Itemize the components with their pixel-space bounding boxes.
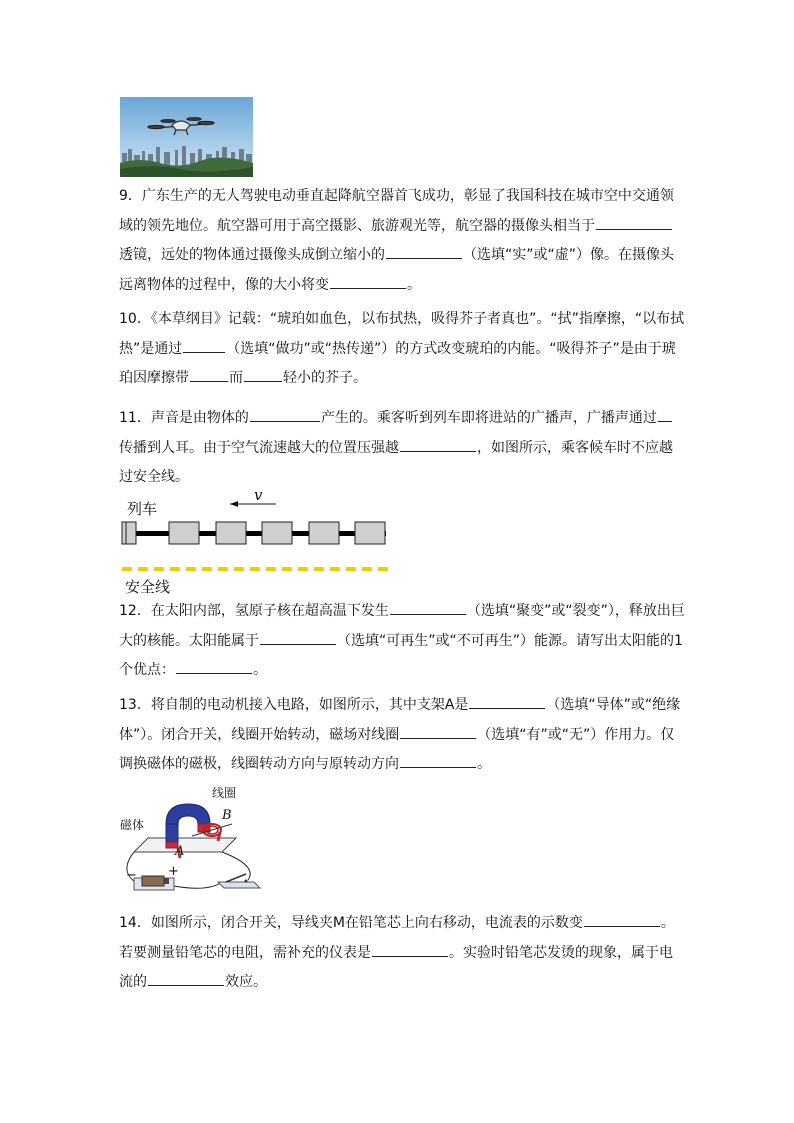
magnet-label: 磁体 [120, 818, 145, 832]
q13-text-mid1: （选填“导体”或“绝缘体”）。闭合开关，线圈开始转动，磁场对线圈 [119, 697, 681, 743]
safety-line-label: 安全线 [125, 578, 171, 596]
q11-blank-3[interactable] [400, 437, 476, 452]
q10-blank-1[interactable] [183, 338, 225, 353]
label-a: A [175, 844, 185, 859]
q10-text-before: 10．《本草纲目》记载：“琥珀如血色，以布拭热，吸得芥子者真也”。“拭”指摩擦，“以布拭热”是通过 [119, 311, 685, 357]
train-label: 列车 [127, 500, 158, 518]
velocity-label: v [254, 486, 263, 504]
coil-label: 线圈 [212, 786, 237, 800]
q13-text-end: 。 [477, 756, 491, 773]
q11-text-mid2: 传播到人耳。由于空气流速越大的位置压强越 [119, 439, 399, 456]
q10-text-mid1: （选填“做功”或“热传递”）的方式改变琥珀的内能。“吸得芥子”是由于琥珀因摩擦带 [119, 340, 676, 387]
q14-text-before: 14．如图所示，闭合开关，导线夹M在铅笔芯上向右移动，电流表的示数变 [119, 915, 583, 931]
q12-blank-2[interactable] [260, 630, 336, 645]
q14-blank-1[interactable] [584, 912, 660, 927]
question-13 [119, 691, 685, 780]
question-11 [119, 404, 685, 493]
q11-text-before: 11．声音是由物体的 [119, 410, 249, 426]
question-14 [119, 909, 685, 998]
q10-text-end: 轻小的芥子。 [283, 370, 367, 387]
label-plus: + [168, 864, 179, 879]
q10-blank-2[interactable] [190, 367, 228, 382]
q9-text-before: 9．广东生产的无人驾驶电动垂直起降航空器首飞成功，彰显了我国科技在城市空中交通领域的领先地位。航空器可用于高空摄影、旅游观光等，航空器的摄像头相当于 [119, 188, 674, 234]
q10-blank-3[interactable] [244, 367, 282, 382]
q9-blank-2[interactable] [386, 244, 462, 259]
q11-text-mid1: 产生的。乘客听到列车即将进站的广播声，广播声通过 [320, 410, 657, 426]
motor-figure [118, 786, 268, 896]
q13-text-before: 13．将自制的电动机接入电路，如图所示，其中支架A是 [119, 697, 469, 713]
q12-text-before: 12．在太阳内部，氢原子核在超高温下发生 [119, 603, 389, 619]
q14-blank-2[interactable] [372, 942, 448, 957]
q13-blank-3[interactable] [400, 753, 476, 768]
velocity-arrow [230, 501, 276, 507]
q13-blank-2[interactable] [400, 724, 476, 739]
q14-text-mid1: 。若要测量铅笔芯的电阻，需补充的仪表是 [119, 915, 675, 961]
q12-text-end: 。 [253, 662, 267, 679]
question-9 [119, 182, 685, 301]
question-10 [119, 305, 685, 394]
switch [218, 874, 260, 888]
q12-blank-3[interactable] [176, 659, 252, 674]
q11-text-end: ，如图所示，乘客候车时不应越过安全线。 [119, 439, 673, 486]
question-12 [119, 597, 685, 686]
q12-blank-1[interactable] [390, 600, 466, 615]
q13-text-mid2: （选填“有”或“无”）作用力。仅调换磁体的磁极，线圈转动方向与原转动方向 [119, 726, 675, 773]
q9-text-mid1: 透镜，远处的物体通过摄像头成倒立缩小的 [119, 247, 385, 264]
q12-text-mid2: （选填“可再生”或“不可再生”）能源。请写出太阳能的1个优点： [119, 632, 683, 679]
q12-text-mid1: （选填“聚变”或“裂变”），释放出巨大的核能。太阳能属于 [119, 603, 685, 649]
drone-photo [120, 97, 253, 177]
label-minus: − [126, 868, 137, 883]
q9-blank-3[interactable] [330, 274, 406, 289]
q10-text-mid2: 而 [229, 370, 243, 387]
q9-blank-1[interactable] [596, 215, 672, 230]
q14-blank-3[interactable] [148, 971, 224, 986]
q14-text-end: 效应。 [225, 974, 267, 991]
q13-blank-1[interactable] [469, 694, 545, 709]
q9-text-end: 。 [407, 277, 421, 294]
train-figure [118, 486, 398, 596]
q11-blank-2[interactable] [658, 407, 672, 422]
q11-blank-1[interactable] [250, 407, 320, 422]
q9-text-mid2: （选填“实”或“虚”）像。在摄像头远离物体的过程中，像的大小将变 [119, 247, 675, 294]
label-b: B [222, 808, 232, 823]
q14-text-mid2: 。实验时铅笔芯发烫的现象，属于电流的 [119, 944, 673, 991]
